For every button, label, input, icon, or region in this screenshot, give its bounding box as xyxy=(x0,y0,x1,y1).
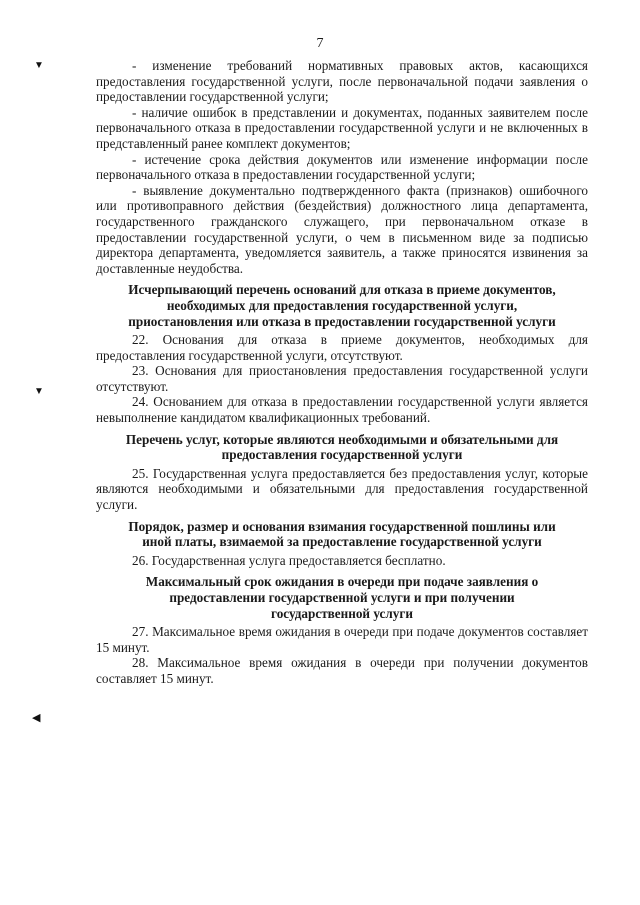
section-heading: Порядок, размер и основания взимания государственной пошлины или иной платы, взимаемой за предоставление государственной услуги xyxy=(128,518,556,550)
scan-mark-icon: ▼ xyxy=(34,60,44,71)
paragraph: - истечение срока действия документов или изменение информации после первоначального отказа в предоставлении государственной услуги; xyxy=(96,151,588,183)
paragraph: 22. Основания для отказа в приеме документов, необходимых для предоставления государственной услуги, отсутствуют. xyxy=(96,332,588,363)
document-body xyxy=(96,58,588,687)
paragraph: 28. Максимальное время ожидания в очереди при получении документов составляет 15 минут. xyxy=(96,655,588,686)
section-heading: Исчерпывающий перечень оснований для отказа в приеме документов, необходимых для предоставления государственной услуги, приостановления или отказа в предоставлении государственной услуги xyxy=(128,282,556,329)
paragraph: - выявление документально подтвержденного факта (признаков) ошибочного или противоправного действия (бездействия) должностного лица департамента, государственного гражданского служащего, при первоначальном отказе в предоставлении государственной услуги, о чем в письменном виде за подписью директора департамента, уведомляется заявитель, а также приносятся извинения за доставленные неудобства. xyxy=(96,182,588,276)
section-heading: Максимальный срок ожидания в очереди при подаче заявления о предоставлении государственной услуги и при получении государственной услуги xyxy=(145,574,539,621)
page-number: 7 xyxy=(316,36,324,51)
section-heading: Перечень услуг, которые являются необходимыми и обязательными для предоставления государственной услуги xyxy=(125,431,559,463)
scan-mark-icon: ▼ xyxy=(34,386,44,397)
scan-mark-icon: ◀ xyxy=(32,712,41,724)
paragraph: 24. Основанием для отказа в предоставлении государственной услуги является невыполнение кандидатом квалификационных требований. xyxy=(96,394,588,426)
paragraph: 27. Максимальное время ожидания в очереди при подаче документов составляет 15 минут. xyxy=(96,624,588,655)
paragraph: - наличие ошибок в представлении и документах, поданных заявителем после первоначального отказа в предоставлении государственной услуги и не включенных в представленный ранее комплект документов; xyxy=(96,104,588,151)
paragraph: - изменение требований нормативных правовых актов, касающихся предоставления государственной услуги, после первоначальной подачи заявления о предоставлении государственной услуги; xyxy=(96,58,588,105)
paragraph: 26. Государственная услуга предоставляется бесплатно. xyxy=(132,552,446,568)
paragraph: 23. Основания для приостановления предоставления государственной услуги отсутствуют. xyxy=(96,363,588,394)
paragraph: 25. Государственная услуга предоставляется без предоставления услуг, которые являются необходимыми и обязательными для предоставления государственной услуги. xyxy=(96,465,588,513)
